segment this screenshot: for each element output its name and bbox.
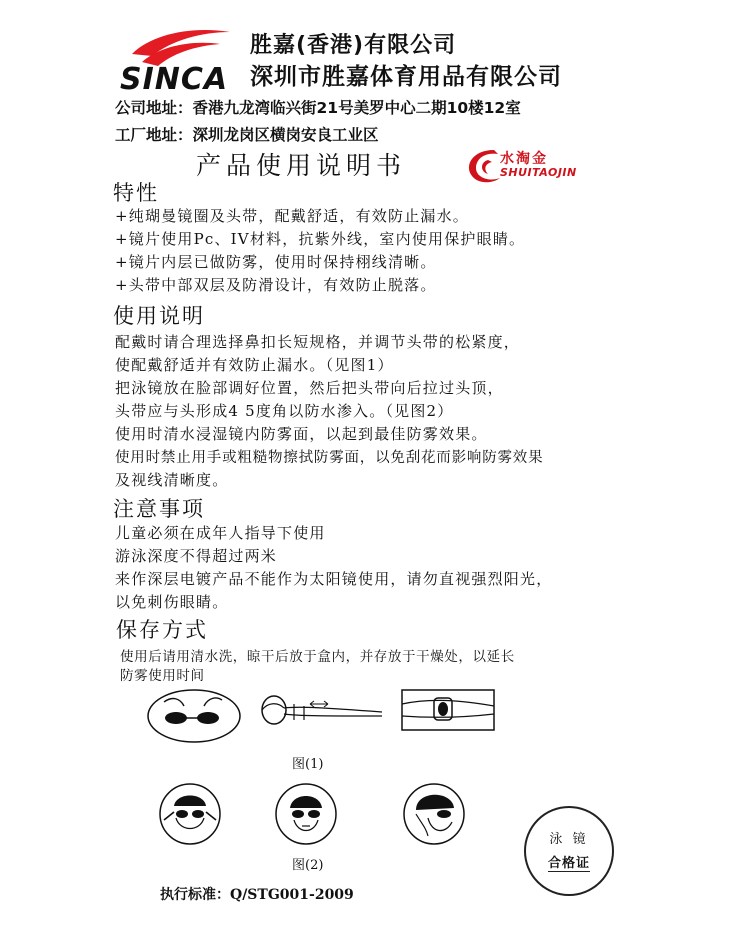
section-heading-storage: 保存方式 — [116, 618, 208, 642]
fig1-goggles-on-face-drawing — [146, 688, 242, 744]
factory-address: 工厂地址：深圳龙岗区横岗安良工业区 — [115, 126, 379, 144]
caution-line: 游泳深度不得超过两米 — [115, 547, 278, 565]
usage-line: 头带应与头形成4 5度角以防水渗入。（见图2） — [115, 402, 454, 420]
storage-line: 防雾使用时间 — [120, 668, 205, 684]
usage-line: 使用时清水浸湿镜内防雾面，以起到最佳防雾效果。 — [115, 425, 488, 443]
usage-line: 把泳镜放在脸部调好位置，然后把头带向后拉过头顶， — [115, 379, 504, 397]
usage-line: 使用时禁止用手或粗糙物擦拭防雾面，以免刮花而影响防雾效果 — [115, 450, 544, 466]
feature-line: +镜片使用Pc、IV材料，抗紫外线，室内使用保护眼睛。 — [115, 230, 526, 248]
execution-standard: 执行标准：Q/STG001-2009 — [160, 887, 354, 903]
document-title: 产品使用说明书 — [196, 151, 407, 180]
caution-line: 来作深层电镀产品不能作为太阳镜使用，请勿直视强烈阳光， — [115, 570, 553, 588]
brand-logo-en: SHUITAOJIN — [500, 166, 577, 179]
storage-line: 使用后请用清水洗，晾干后放于盒内，并存放于干燥处，以延长 — [120, 649, 515, 665]
caution-line: 儿童必须在成年人指导下使用 — [115, 524, 326, 542]
company-name-hk: 胜嘉(香港)有限公司 — [250, 33, 457, 58]
sinca-logo — [112, 26, 242, 96]
brand-logo-cn: 水淘金 — [500, 151, 548, 167]
usage-line: 配戴时请合理选择鼻扣长短规格，并调节头带的松紧度， — [115, 333, 521, 351]
stamp-certificate-label: 合格证 — [547, 856, 590, 871]
feature-line: +头带中部双层及防滑设计，有效防止脱落。 — [115, 276, 437, 294]
qualification-stamp — [524, 806, 614, 896]
fig1-strap-buckle-drawing — [400, 688, 496, 732]
feature-line: +镜片内层已做防雾，使用时保持栩线清晰。 — [115, 253, 437, 271]
feature-line: +纯瑚曼镜圈及头带，配戴舒适，有效防止漏水。 — [115, 207, 469, 225]
company-address: 公司地址：香港九龙湾临兴街21号美罗中心二期10楼12室 — [115, 99, 521, 117]
fig2-putting-on-goggles-drawing — [154, 784, 226, 844]
section-heading-usage: 使用说明 — [113, 304, 205, 328]
stamp-product-name: 泳 镜 — [549, 832, 589, 847]
fig2-goggles-worn-front-drawing — [270, 784, 342, 844]
fig2-goggles-worn-side-drawing — [398, 784, 470, 844]
section-heading-cautions: 注意事项 — [113, 497, 205, 521]
shuitaojin-logo — [460, 144, 610, 188]
usage-line: 及视线清晰度。 — [115, 471, 229, 489]
section-heading-features: 特性 — [113, 181, 159, 205]
fig1-goggles-strap-drawing — [258, 690, 388, 734]
figure-1-label: 图(1) — [292, 757, 324, 772]
caution-line: 以免刺伤眼睛。 — [115, 593, 229, 611]
figure-2-label: 图(2) — [292, 858, 324, 873]
usage-line: 使配戴舒适并有效防止漏水。（见图1） — [115, 356, 394, 374]
company-name-sz: 深圳市胜嘉体育用品有限公司 — [250, 64, 562, 90]
sinca-logo-text: SINCA — [120, 62, 229, 97]
